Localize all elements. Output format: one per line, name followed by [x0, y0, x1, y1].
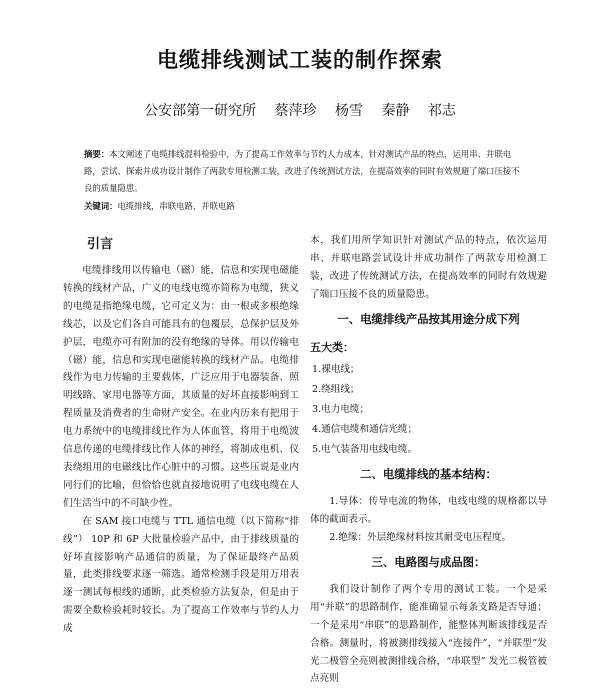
list-item: 3.电力电缆；	[312, 404, 370, 416]
section-subheading-1: 五大类：	[310, 340, 354, 354]
author-name: 祁志	[427, 103, 456, 119]
intro-continuation: 本，我们用所学知识针对测试产品的特点，依次运用串、并联电路尝试设计并成功制作了两款专用检测工装，改进了传统测试方法，在提高效率的同时有效规避了端口压接不良的质量隐患。	[310, 235, 547, 300]
section-paragraph: 2.绝缘：外层绝缘材料按其耐受电压程度。	[329, 532, 512, 544]
intro-paragraph: 在 SAM 接口电缆与 TTL 通信电缆（以下简称“排线”） 10P 和 6P 大批量检验产品中，由于排线质量的好坏直接影响产品通信的质量，为了保证最终产品质量，此类排线要求逐一筛选。通常检测手段是用万用表逐一测试每根线的通断，此类检验方法复杂，但是由于需要全数检验耗时较长。为了提高工作效率与节约人力成	[63, 515, 299, 635]
section-heading-1: 一、电缆排线产品按其用途分成下列	[337, 311, 520, 326]
abstract-label: 摘要：	[84, 149, 110, 159]
list-item: 5.电气装备用电线电缆。	[312, 443, 418, 455]
left-column	[63, 236, 299, 638]
section-paragraph: 我们设计制作了两个专用的测试工装。一个是采用“并联”的思路制作，能准确显示每条支路是否导通；一个是采用“串联”的思路制作，能整体判断该排线是否合格。测量时，将被测排线接入“连接件”，“并联型”发光二极管全亮则被测排线合格，“串联型” 发光二极管被点亮则	[310, 583, 547, 685]
section-paragraph: 1.导体：传导电流的物体，电线电缆的规格都以导体的截面表示。	[310, 496, 547, 526]
section-heading-3: 三、电路图与成品图：	[371, 555, 486, 570]
keywords	[84, 198, 522, 214]
abstract	[84, 146, 522, 197]
keywords-label: 关键词：	[84, 201, 118, 211]
affiliation: 公安部第一研究所	[144, 103, 257, 119]
list-item: 2.绕组线；	[312, 384, 360, 396]
paper-title: 电缆排线测试工装的制作探索	[157, 47, 443, 72]
list-item: 1.裸电线；	[312, 364, 360, 376]
abstract-text: 本文阐述了电缆排线混料检验中，为了提高工作效率与节约人力成本，针对测试产品的特点，运用串、并联电路，尝试、探索并成功设计制作了两款专用检测工装，改进了传统测试方法，在提高效率的同时有效规避了端口压接不良的质量隐患。	[84, 149, 520, 193]
author-name: 蔡萍珍	[274, 103, 317, 119]
author-name: 杨雪	[335, 103, 363, 119]
section-heading-2: 二、电缆排线的基本结构：	[360, 467, 497, 482]
list-item: 4.通信电缆和通信光缆；	[312, 423, 418, 435]
intro-heading: 引言	[87, 237, 114, 252]
author-name: 秦静	[381, 103, 410, 119]
intro-paragraph: 电缆排线用以传输电（磁）能，信息和实现电磁能转换的线材产品，广义的电线电缆亦简称为电缆，狭义的电缆是指绝缘电缆，它可定义为：由一根或多根绝缘线芯，以及它们各自可能具有的包覆层，总保护层及外护层，电缆亦可有附加的没有绝缘的导体。用以传输电（磁）能，信息和实现电磁能转换的线材产品。电缆排线作为电力传输的主要载体，广泛应用于电器装备、照明线路、家用电器等方面，其质量的好坏直接影响到工程质量及消费者的生命财产安全。在业内历来有把用于电力系统中的电缆排线比作为人体血管，将用于电缆波信息传递的电缆排线比作人体的神经，将制成电机、仪表绕组用的电磁线比作心脏中的习惯。这些压说是业内同行们的比喻，但恰恰也就直接地说明了电线电缆在人们生活当中的不可缺少性。	[63, 265, 299, 509]
keywords-text: 电缆排线，串联电路，并联电路	[117, 201, 235, 211]
right-column	[310, 232, 547, 688]
author-line	[0, 100, 600, 120]
